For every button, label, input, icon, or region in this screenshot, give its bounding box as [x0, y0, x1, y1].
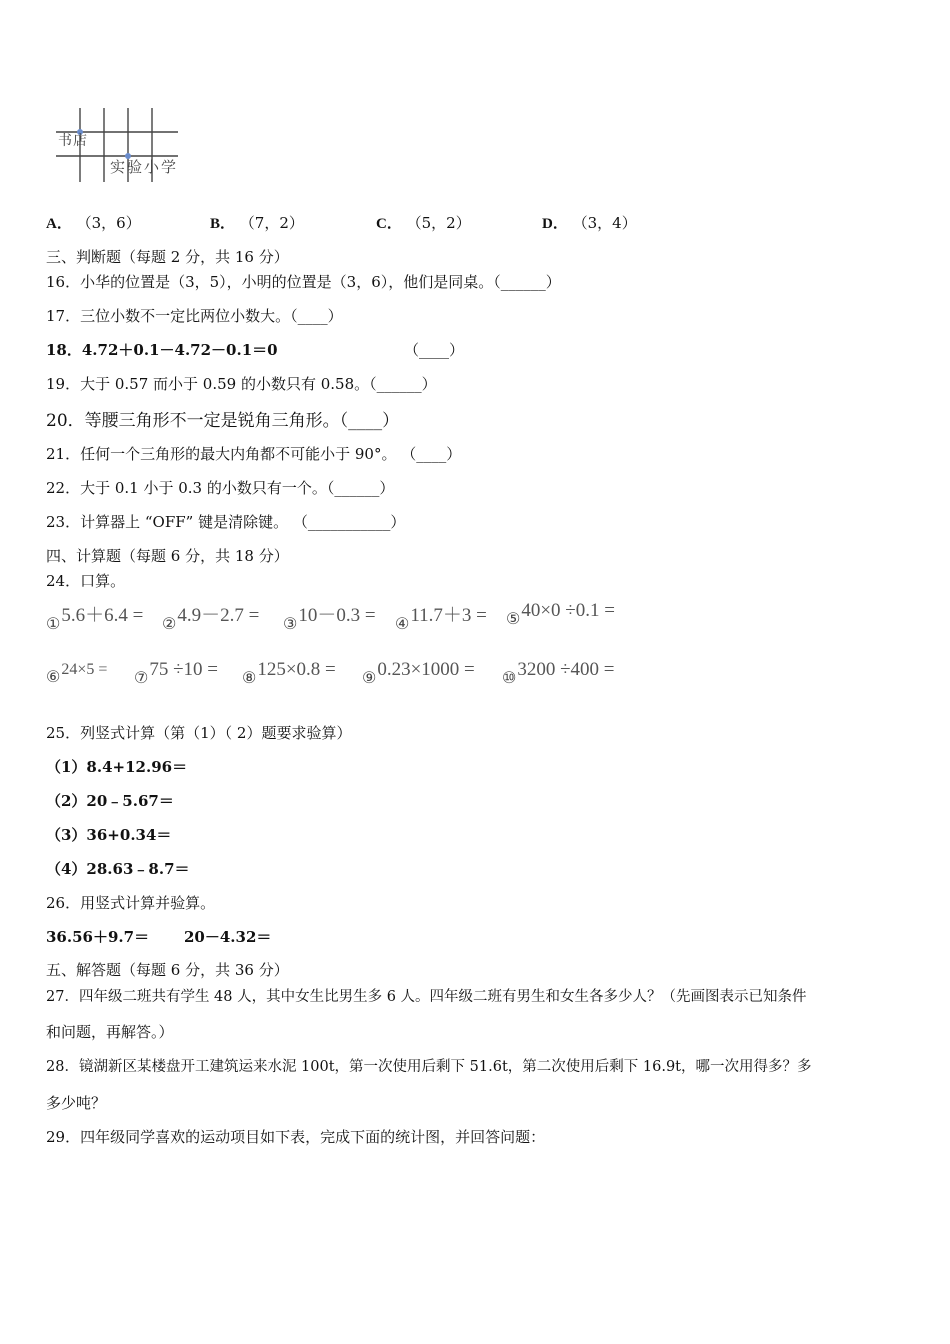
- option-b: B． （7，2）: [210, 214, 304, 232]
- oral-item-1: ①5.6＋6.4 =: [46, 605, 144, 633]
- oral-item-8: ⑧125×0.8 =: [242, 659, 336, 687]
- question-26-a: 36.56＋9.7＝: [46, 928, 150, 946]
- oral-item-2: ②4.9－2.7 =: [162, 605, 260, 633]
- question-25-2: （2）20﹣5.67＝: [46, 792, 174, 810]
- question-28-line1: 28．镜湖新区某楼盘开工建筑运来水泥 100t，第一次使用后剩下 51.6t，第二次使用后剩下 16.9t，哪一次用得多？多: [46, 1059, 812, 1075]
- question-27-line1: 27．四年级二班共有学生 48 人，其中女生比男生多 6 人。四年级二班有男生和女生各多少人？（先画图表示已知条件: [46, 989, 807, 1005]
- oral-item-10: ⑩3200 ÷400 =: [502, 659, 615, 687]
- question-25-4: （4）28.63﹣8.7＝: [46, 860, 190, 878]
- question-26-b: 20－4.32＝: [184, 928, 272, 946]
- question-26: 26．用竖式计算并验算。: [46, 894, 216, 912]
- oral-row-1: [46, 600, 666, 633]
- question-19: 19．大于 0.57 而小于 0.59 的小数只有 0.58。（______）: [46, 375, 437, 393]
- oral-item-5: ⑤40×0 ÷0.1 =: [506, 600, 615, 628]
- oral-item-6: ⑥24×5 =: [46, 661, 108, 686]
- oral-item-4: ④11.7＋3 =: [395, 605, 487, 633]
- question-17: 17．三位小数不一定比两位小数大。（____）: [46, 307, 343, 325]
- question-23: 23．计算器上 “OFF” 键是清除键。 （___________）: [46, 513, 406, 531]
- option-a: A． （3，6）: [46, 214, 141, 232]
- oral-item-7: ⑦75 ÷10 =: [134, 659, 218, 687]
- question-20: 20．等腰三角形不一定是锐角三角形。（____）: [46, 411, 400, 431]
- oral-item-3: ③10－0.3 =: [283, 605, 376, 633]
- oral-row-2: [46, 659, 666, 689]
- section3-title: 三、判断题（每题 2 分，共 16 分）: [46, 248, 289, 266]
- question-18-blank: （____）: [404, 341, 465, 359]
- section5-title: 五、解答题（每题 6 分，共 36 分）: [46, 961, 289, 979]
- question-25-1: （1）8.4+12.96＝: [46, 758, 188, 776]
- question-25-3: （3）36+0.34＝: [46, 826, 172, 844]
- question-22: 22．大于 0.1 小于 0.3 的小数只有一个。（______）: [46, 479, 395, 497]
- question-27-line2: 和问题，再解答。）: [46, 1023, 174, 1041]
- question-18: 18．4.72＋0.1－4.72－0.1＝0: [46, 341, 278, 359]
- map-figure: [50, 104, 200, 186]
- option-c: C． （5，2）: [376, 214, 471, 232]
- question-28-line2: 多少吨？: [46, 1094, 107, 1112]
- bookstore-label: 书店: [58, 133, 88, 149]
- question-24: 24．口算。: [46, 572, 126, 590]
- question-16: 16．小华的位置是（3，5），小明的位置是（3，6），他们是同桌。（______）: [46, 273, 561, 291]
- oral-item-9: ⑨0.23×1000 =: [362, 659, 475, 687]
- school-label: 实验小学: [110, 158, 179, 176]
- question-21: 21．任何一个三角形的最大内角都不可能小于 90°。 （____）: [46, 445, 462, 463]
- question-29: 29．四年级同学喜欢的运动项目如下表，完成下面的统计图，并回答问题：: [46, 1128, 546, 1146]
- section4-title: 四、计算题（每题 6 分，共 18 分）: [46, 547, 289, 565]
- option-d: D． （3，4）: [542, 214, 637, 232]
- question-25: 25．列竖式计算（第（1）（ 2）题要求验算）: [46, 724, 352, 742]
